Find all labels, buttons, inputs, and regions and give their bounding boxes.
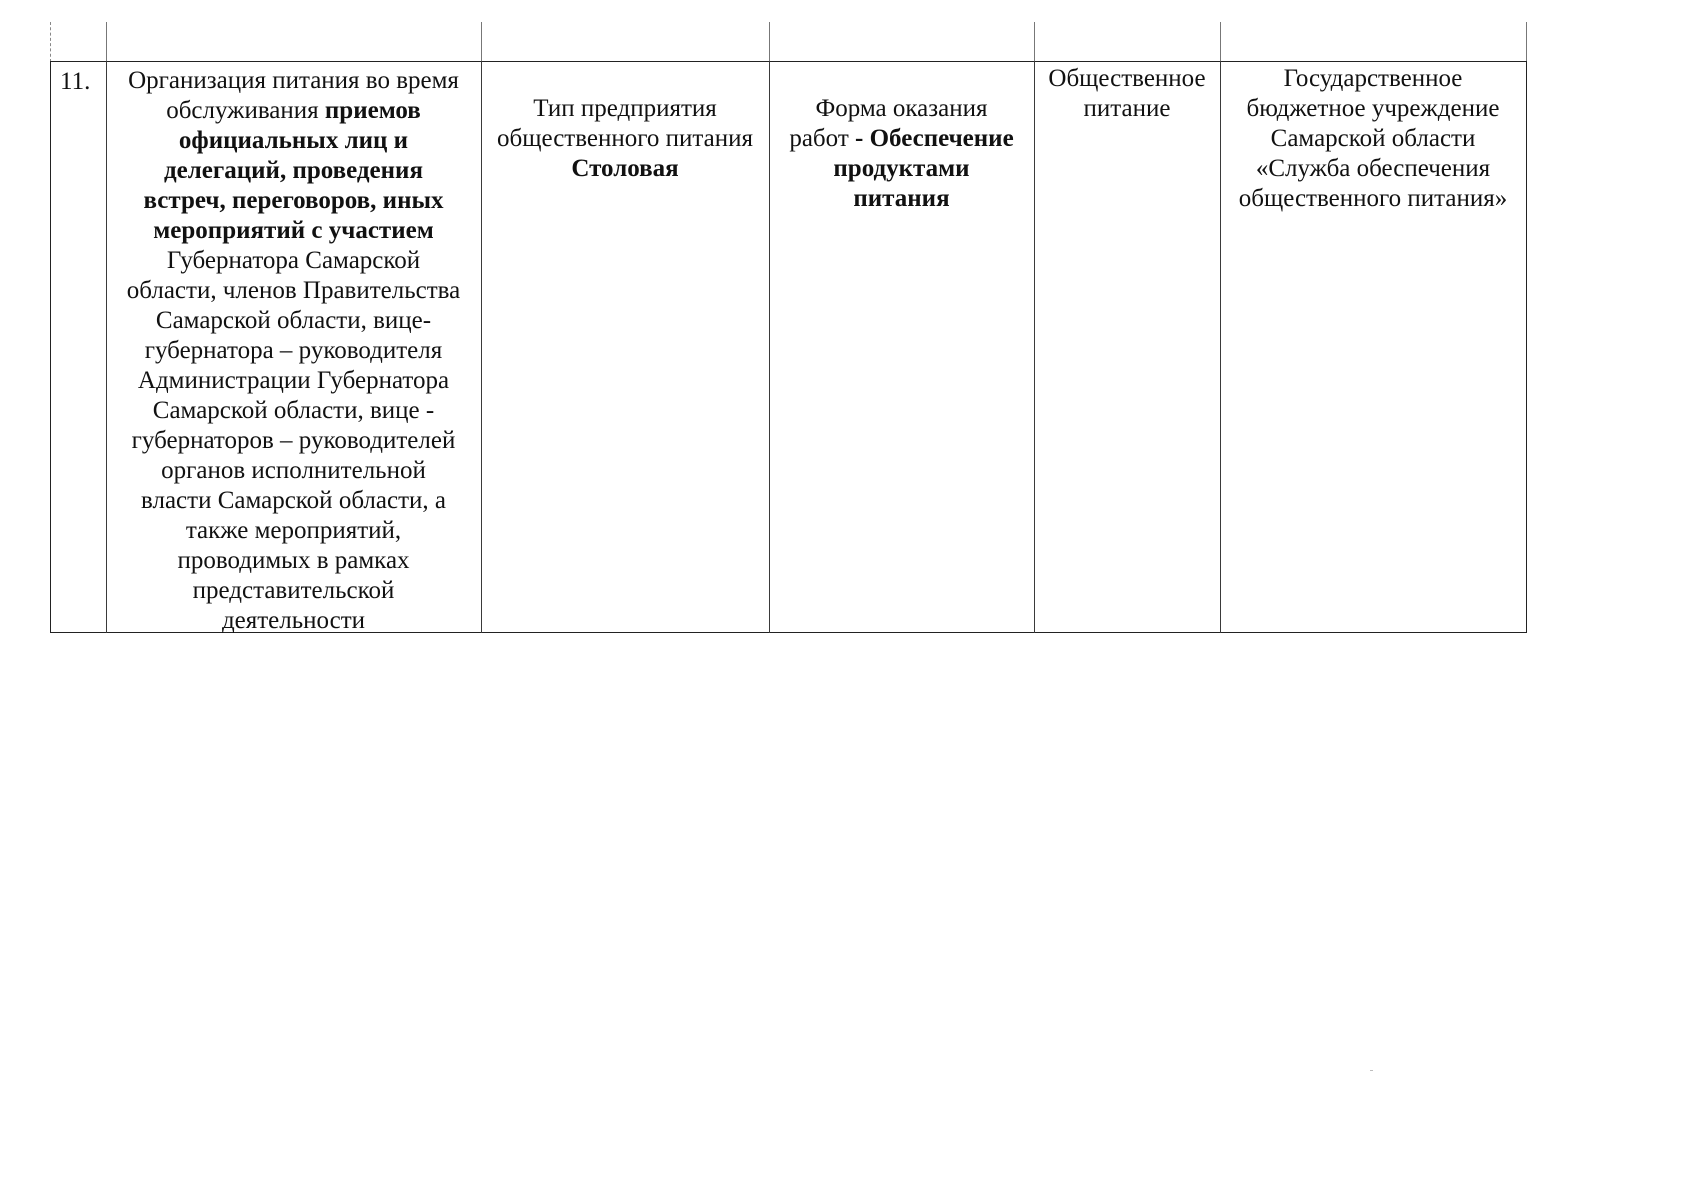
cell-line: [108, 126, 479, 156]
cell-line: [108, 546, 479, 576]
cell-line: [108, 96, 479, 126]
cell-line: [1222, 64, 1524, 94]
cell-text: «Служба обеспечения: [1255, 155, 1491, 182]
sphere-cell: [1036, 64, 1218, 124]
table-border: [1034, 61, 1035, 633]
work-form-cell: [771, 94, 1032, 214]
cell-line: [108, 306, 479, 336]
cell-text: питание: [1083, 95, 1171, 122]
cell-text: губернаторов – руководителей: [131, 427, 456, 454]
cell-line: [483, 124, 767, 154]
cell-line: [108, 66, 479, 96]
cell-text: Государственное: [1283, 65, 1463, 92]
cell-text: продуктами: [833, 155, 970, 182]
cell-line: [108, 366, 479, 396]
cell-line: [1222, 154, 1524, 184]
cell-line: [108, 216, 479, 246]
cell-text: области, членов Правительства: [126, 277, 461, 304]
cell-line: [108, 396, 479, 426]
cell-line: [108, 516, 479, 546]
table-border: [769, 61, 770, 633]
cell-text: Форма оказания: [815, 95, 988, 122]
cell-line: [483, 154, 767, 184]
cell-text: органов исполнительной: [161, 457, 426, 484]
cell-text: Самарской области: [1270, 125, 1476, 152]
table-border: [481, 22, 482, 62]
cell-text: Самарской области, вице -: [152, 397, 435, 424]
cell-text: общественного питания: [497, 125, 753, 152]
cell-text: - Обеспечение: [855, 125, 1014, 152]
row-number: 11.: [60, 68, 91, 95]
cell-text: проводимых в рамках: [177, 547, 410, 574]
cell-line: [108, 426, 479, 456]
cell-line: [771, 184, 1032, 214]
table-border: [50, 22, 51, 62]
table-border: [1526, 61, 1527, 633]
table-border: [106, 22, 107, 62]
cell-line: [1036, 94, 1218, 124]
table-border: [1220, 61, 1221, 633]
cell-text: представительской: [192, 577, 395, 604]
provider-cell: [1222, 64, 1524, 214]
cell-text: обслуживания: [166, 97, 325, 124]
table-border: [106, 61, 107, 633]
cell-text: Общественное: [1048, 65, 1206, 92]
cell-text: также мероприятий,: [185, 517, 402, 544]
cell-line: [108, 336, 479, 366]
cell-line: [108, 186, 479, 216]
cell-text: питания: [853, 185, 950, 212]
cell-text: мероприятий с участием: [153, 217, 434, 244]
cell-text: работ: [789, 125, 855, 152]
table-border: [50, 61, 51, 633]
cell-line: [108, 606, 479, 636]
cell-line: [771, 94, 1032, 124]
cell-text: встреч, переговоров, иных: [143, 187, 444, 214]
table-border: [769, 22, 770, 62]
cell-line: [108, 486, 479, 516]
cell-text: общественного питания»: [1238, 185, 1508, 212]
cell-line: [1222, 124, 1524, 154]
cell-text: власти Самарской области, а: [141, 487, 446, 514]
cell-line: [771, 124, 1032, 154]
cell-text: делегаций, проведения: [164, 157, 423, 184]
cell-text: приемов: [324, 97, 421, 124]
cell-text: официальных лиц и: [178, 127, 409, 154]
scan-speck: [1370, 1070, 1373, 1071]
cell-text: Столовая: [571, 155, 679, 182]
cell-text: бюджетное учреждение: [1246, 95, 1500, 122]
cell-text: Тип предприятия: [533, 95, 717, 122]
cell-text: Самарской области, вице-: [155, 307, 432, 334]
cell-text: губернатора – руководителя: [144, 337, 443, 364]
table-border: [50, 61, 1527, 62]
cell-line: [1222, 94, 1524, 124]
cell-text: Администрации Губернатора: [137, 367, 450, 394]
service-description-cell: [108, 66, 479, 636]
table-border: [1526, 22, 1527, 62]
cell-text: Губернатора Самарской: [166, 247, 421, 274]
cell-line: [483, 94, 767, 124]
cell-line: [108, 246, 479, 276]
cell-line: [108, 156, 479, 186]
cell-line: [108, 456, 479, 486]
row-number-cell: [60, 66, 104, 99]
table-border: [481, 61, 482, 633]
cell-line: [1036, 64, 1218, 94]
enterprise-type-cell: [483, 94, 767, 184]
cell-text: деятельности: [221, 607, 366, 634]
cell-line: [1222, 184, 1524, 214]
table-border: [1034, 22, 1035, 62]
cell-line: [771, 154, 1032, 184]
cell-line: [108, 576, 479, 606]
cell-text: Организация питания во время: [128, 67, 459, 94]
table-border: [1220, 22, 1221, 62]
cell-line: [108, 276, 479, 306]
